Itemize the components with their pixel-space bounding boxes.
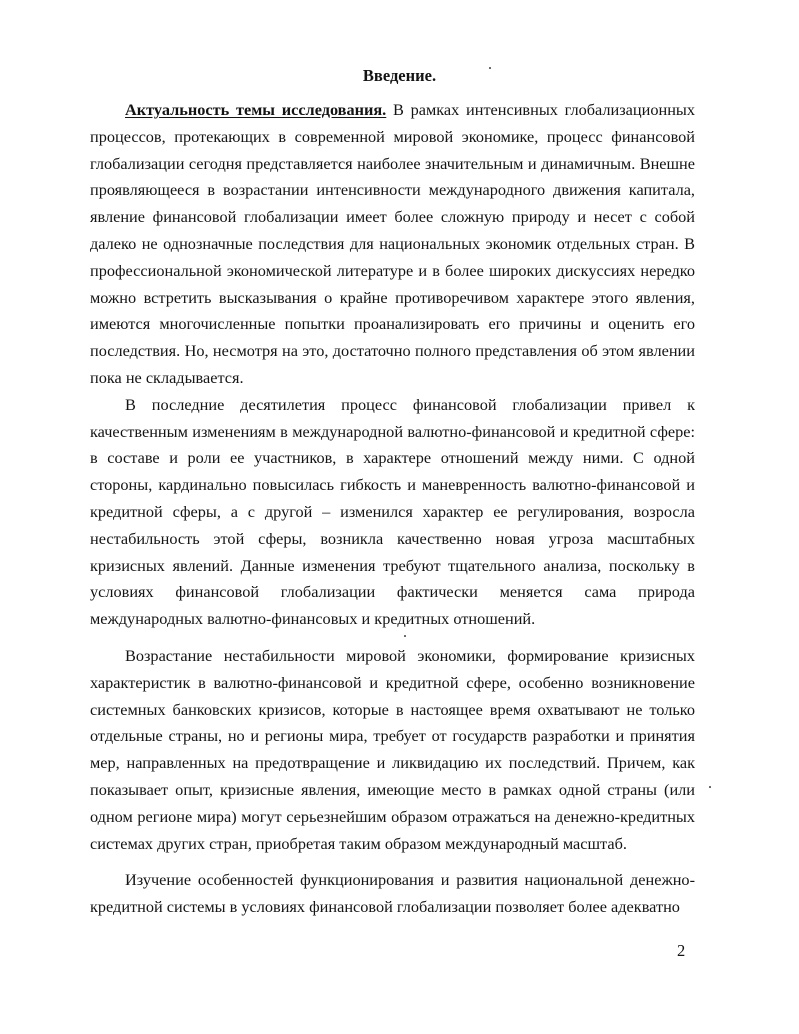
scan-speck [404,635,406,637]
paragraph-relevance [90,97,695,392]
paragraph-financial-globalization: В последние десятилетия процесс финансовой глобализации привел к качественным изменениям в международной валютно-финансовой и кредитной сфере: в составе и роли ее участников, в характере отношений между ними. С одной стороны, кардинально повысилась гибкость и маневренность валютно-финансовой и кредитной сферы, а с другой – изменился характер ее регулирования, возросла нестабильность этой сферы, возникла качественно новая угроза масштабных кризисных явлений. Данные изменения требуют тщательного анализа, поскольку в условиях финансовой глобализации фактически меняется сама природа международных валютно-финансовых и кредитных отношений. [90,394,695,629]
scan-speck [709,786,711,788]
paragraph-study: Изучение особенностей функционирования и развития национальной денежно-кредитной системы в условиях финансовой глобализации позволяет более адекватно [90,870,695,917]
scan-speck [489,67,491,69]
paragraph-instability: Возрастание нестабильности мировой экономики, формирование кризисных характеристик в валютно-финансовой и кредитной сфере, особенно возникновение системных банковских кризисов, которые в настоящее время охватывают не только отдельные страны, но и регионы мира, требует от государств разработки и принятия мер, направленных на предотвращение и ликвидацию их последствий. Причем, как показывает опыт, кризисные явления, имеющие место в рамках одной страны (или одном регионе мира) могут серьезнейшим образом отражаться на денежно-кредитных системах других стран, приобретая таким образом международный масштаб. [90,645,695,853]
page-title: Введение. [362,66,437,85]
body-text [90,97,695,921]
relevance-heading: Актуальность темы исследования. [125,100,387,119]
page-number: 2 [677,941,686,960]
relevance-text: В рамках интенсивных глобализационных процессов, протекающих в современной мировой экономике, процесс финансовой глобализации сегодня представляется наиболее значительным и динамичным. Внешне проявляющееся в возрастании интенсивности международного движения капитала, явление финансовой глобализации имеет более сложную природу и несет с собой далеко не однозначные последствия для национальных экономик отдельных стран. В профессиональной экономической литературе и в более широких дискуссиях нередко можно встретить высказывания о крайне противоречивом характере этого явления, имеются многочисленные попытки проанализировать его причины и оценить его последствия. Но, несмотря на это, достаточно полного представления об этом явлении пока не складывается. [90,100,695,387]
